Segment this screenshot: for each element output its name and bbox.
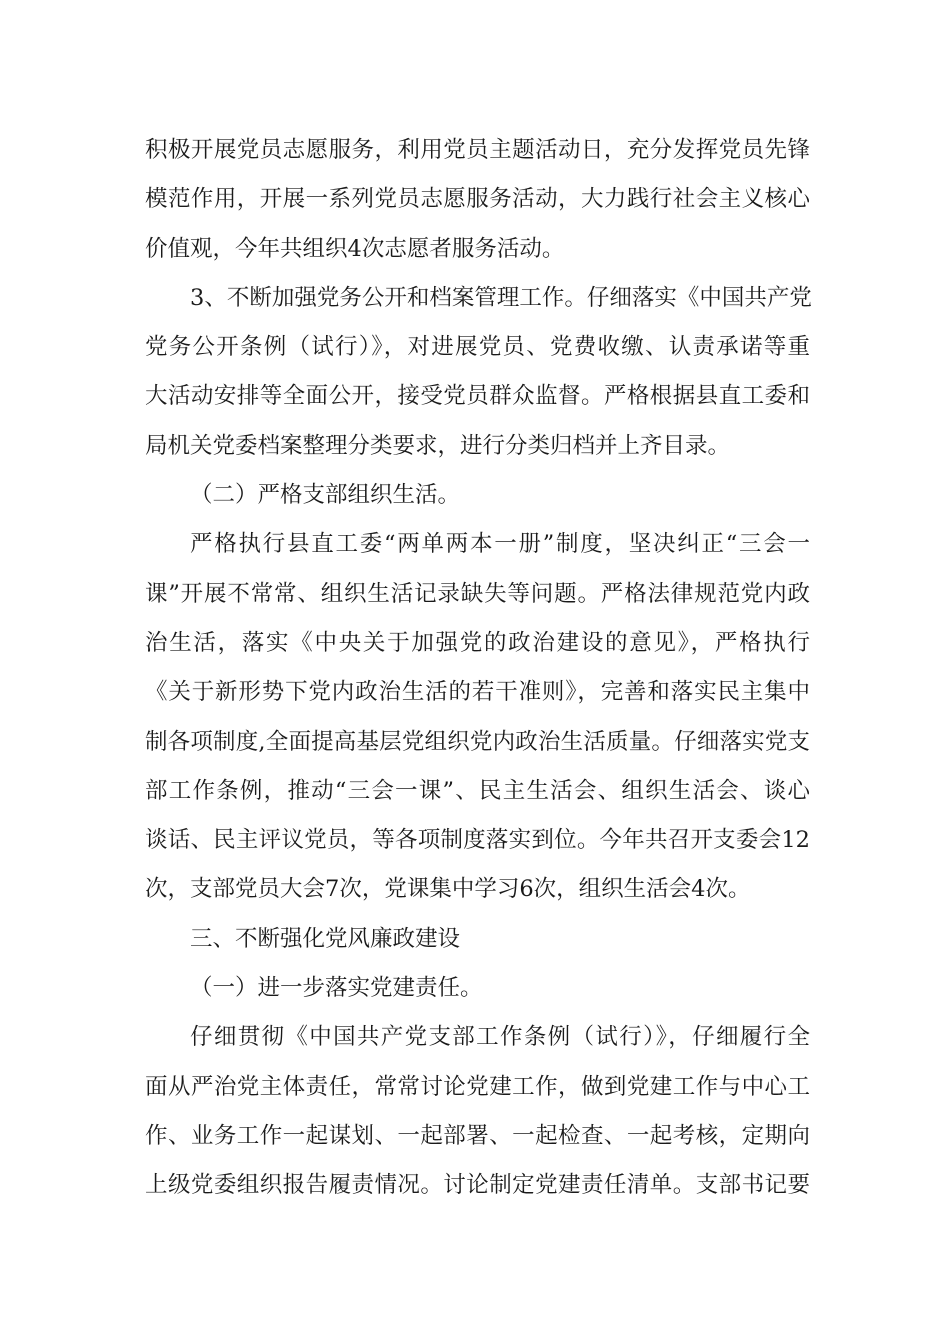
text-line: 谈话、民主评议党员，等各项制度落实到位。今年共召开支委会12 [145,827,810,854]
text-line: 3、不断加强党务公开和档案管理工作。仔细落实《中国共产党 [190,284,812,311]
text-line: 局机关党委档案整理分类要求，进行分类归档并上齐目录。 [145,432,731,459]
text-line: 党务公开条例（试行）》，对进展党员、党费收缴、认责承诺等重 [145,334,810,361]
text-line: 三、不断强化党风廉政建设 [190,925,461,952]
text-line: 价值观，今年共组织4次志愿者服务活动。 [145,235,565,262]
text-line: 治生活，落实《中央关于加强党的政治建设的意见》，严格执行 [145,629,810,656]
text-line: 次，支部党员大会7次，党课集中学习6次，组织生活会4次。 [145,876,751,903]
text-line: （二）严格支部组织生活。 [190,482,461,509]
text-line: 《关于新形势下党内政治生活的若干准则》，完善和落实民主集中 [145,679,810,706]
text-line: 积极开展党员志愿服务，利用党员主题活动日，充分发挥党员先锋 [145,137,810,163]
text-line: 部工作条例，推动“三会一课”、民主生活会、组织生活会、谈心 [145,777,810,804]
text-line: 上级党委组织报告履责情况。讨论制定党建责任清单。支部书记要 [145,1172,810,1199]
text-line: 仔细贯彻《中国共产党支部工作条例（试行）》，仔细履行全 [190,1024,810,1051]
text-line: 严格执行县直工委“两单两本一册”制度，坚决纠正“三会一 [190,531,810,558]
text-line: 制各项制度,全面提高基层党组织党内政治生活质量。仔细落实党支 [145,728,810,755]
text-line: （一）进一步落实党建责任。 [190,975,483,1002]
text-line: 作、业务工作一起谋划、一起部署、一起检查、一起考核，定期向 [145,1122,810,1149]
text-line: 课”开展不常常、组织生活记录缺失等问题。严格法律规范党内政 [145,580,810,607]
text-line: 面从严治党主体责任，常常讨论党建工作，做到党建工作与中心工 [145,1073,810,1100]
text-line: 大活动安排等全面公开，接受党员群众监督。严格根据县直工委和 [145,383,810,410]
document-body [145,126,810,1211]
text-line: 模范作用，开展一系列党员志愿服务活动，大力践行社会主义核心 [145,186,810,213]
